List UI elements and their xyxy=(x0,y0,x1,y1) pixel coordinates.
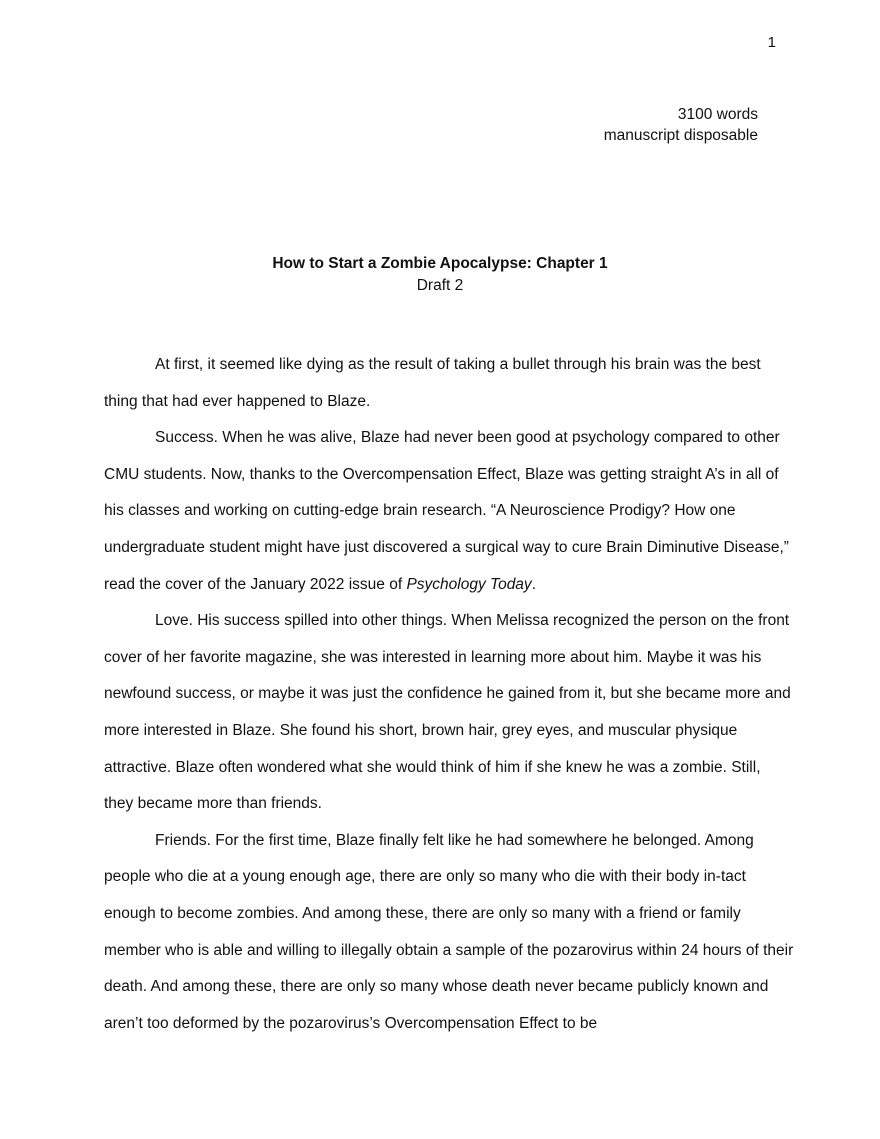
title-block xyxy=(0,253,880,297)
manuscript-note: manuscript disposable xyxy=(603,127,758,144)
paragraph-2-end: . xyxy=(531,575,536,593)
paragraph-1: At first, it seemed like dying as the result of taking a bullet through his brain was the best thing that had ever happened to Blaze. xyxy=(104,356,761,410)
magazine-title: Psychology Today xyxy=(406,575,532,593)
manuscript-body xyxy=(104,347,794,1042)
paragraph-2 xyxy=(104,420,794,603)
draft-label: Draft 2 xyxy=(416,277,464,294)
paragraph-3: Love. His success spilled into other things. When Melissa recognized the person on the front cover of her favorite magazine, she was interested in learning more about him. Maybe it was his newfound success, or maybe it was just the confidence he gained from it, but she became more and more interested in Blaze. She found his short, brown hair, grey eyes, and muscular physique attractive. Blaze often wondered what she would think of him if she knew he was a zombie. Still, they became more than friends. xyxy=(104,612,791,813)
paragraph-4: Friends. For the first time, Blaze finally felt like he had somewhere he belonged. Among people who die at a young enough age, there are only so many who die with their body in-tact enough to become zombies. And among these, there are only so many with a friend or family member who is able and willing to illegally obtain a sample of the pozarovirus within 24 hours of their death. And among these, there are only so many whose death never became publicly known and aren’t too deformed by the pozarovirus’s Overcompensation Effect to be xyxy=(104,831,794,1032)
word-count: 3100 words xyxy=(677,106,758,123)
paragraph-2-text: Success. When he was alive, Blaze had never been good at psychology compared to other CMU students. Now, thanks to the Overcompensation Effect, Blaze was getting straight A’s in all of his classes and working on cutting-edge brain research. “A Neuroscience Prodigy? How one undergraduate student might have just discovered a surgical way to cure Brain Diminutive Disease,” read the cover of the January 2022 issue of xyxy=(104,429,789,593)
manuscript-header xyxy=(604,104,758,146)
page-number: 1 xyxy=(767,34,776,51)
document-title: How to Start a Zombie Apocalypse: Chapter 1 xyxy=(272,255,608,272)
